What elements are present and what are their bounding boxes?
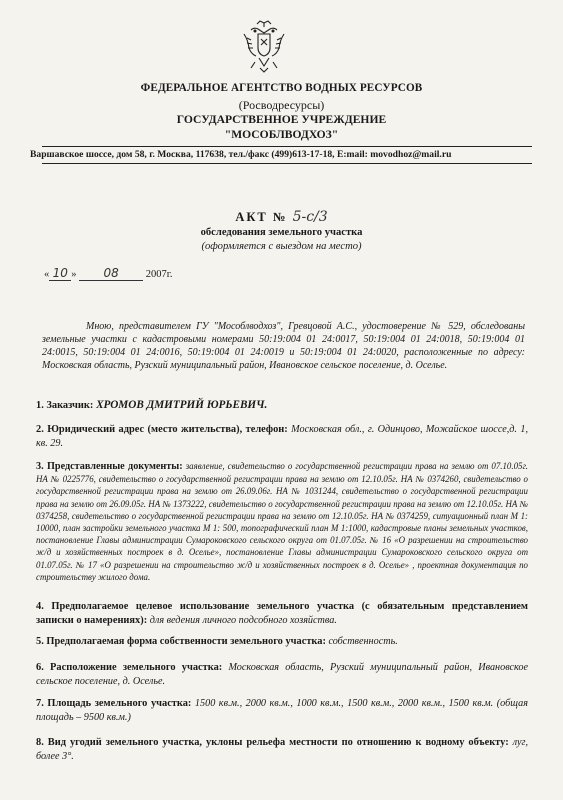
- item-location-value: Московская область, Рузский муниципальный район, Ивановское сельское поселение, д. Оселье.: [36, 662, 528, 687]
- item-ownership: [36, 636, 528, 647]
- item-area: [36, 697, 528, 725]
- item-customer-value: ХРОМОВ ДМИТРИЙ ЮРЬЕВИЧ.: [96, 399, 268, 411]
- item-land-type-label: 8. Вид угодий земельного участка, уклоны рельефа местности по отношению к водному объекту:: [36, 737, 509, 748]
- act-date: [44, 266, 173, 281]
- item-ownership-value: собственность.: [328, 636, 398, 647]
- date-day: 10: [49, 266, 71, 281]
- item-area-value: 1500 кв.м., 2000 кв.м., 1000 кв.м., 1500 кв.м., 2000 кв.м., 1500 кв.м. (общая площадь – 9500 кв.м.): [36, 698, 528, 723]
- item-documents-value: заявление, свидетельство о государственной регистрации права на землю от 07.10.05г. НА № 0225776, свидетельство о государственной регистрации права на землю от 12.10.05г. НА № 0374260, свидетельство о государственной регистрации права на землю от 26.09.06г. НА № 1031244, свидетельство о государственной регистрации права на землю от 26.09.05г. НА № 1373222, свидетельство о государственной регистрации права на землю от 12.10.05г. НА № 0374258, свидетельство о государственной регистрации права на землю от 12.10.05г. НА № 0374259, ситуационный план М 1: 10000, план застройки земельного участка М 1: 500, топографический план М 1:1000, кадастровые планы земельных участков, постановление Главы администрации Сумароковского сельского округа от 01.07.05г. № 16 «О разрешении на строительство ж/д и хозяйственных построек в д. Оселье», постановление Главы администрации Сумароковского сельского округа от 01.07.05г. № 17 «О разрешении на строительство ж/д и хозяйственных построек в д. Оселье» , проектная документация по строительству жилого дома.: [36, 461, 529, 582]
- item-customer-label: 1. Заказчик:: [36, 400, 94, 411]
- item-documents: [36, 460, 528, 583]
- header-divider-bottom: [42, 163, 532, 164]
- date-month: 08: [79, 266, 143, 281]
- intro-paragraph: Мною, представителем ГУ "Мособлводхоз", Гревцовой А.С., удостоверение № 529, обследованы земельные участки с кадастровыми номерами 50:19:004 01 24:0017, 50:19:004 01 24:0018, 50:19:004 01 24:0015, 50:19:004 01 24:0016, 50:19:004 01 24:0019 и 50:19:004 01 24:0020, расположенные по адресу: Московская область, Рузский муниципальный район, Ивановское сельское поселение, д. Оселье.: [42, 321, 525, 371]
- agency-name: ФЕДЕРАЛЬНОЕ АГЕНТСТВО ВОДНЫХ РЕСУРСОВ: [140, 82, 423, 94]
- item-documents-label: 3. Представленные документы:: [36, 461, 183, 472]
- item-ownership-label: 5. Предполагаемая форма собственности земельного участка:: [36, 636, 326, 647]
- item-location: [36, 661, 528, 689]
- item-location-label: 6. Расположение земельного участка:: [36, 662, 223, 673]
- coat-of-arms-icon: [241, 18, 287, 74]
- item-land-type-value: луг, более 3°.: [36, 737, 529, 762]
- item-address: [36, 423, 528, 451]
- act-title: [0, 209, 563, 225]
- agency-abbreviation: (Росводресурсы): [238, 98, 325, 112]
- institution-name: "МОСОБЛВОДХОЗ": [224, 128, 339, 141]
- item-land-type: [36, 736, 528, 764]
- header-divider-top: [42, 146, 532, 147]
- date-year: 2007г.: [145, 269, 173, 280]
- item-area-label: 7. Площадь земельного участка:: [36, 698, 192, 709]
- act-subtitle-note: (оформляется с выездом на место): [201, 241, 362, 252]
- item-customer: [36, 399, 528, 411]
- header-address: Варшавское шоссе, дом 58, г. Москва, 117638, тел./факс (499)613-17-18, E:mail: movodhoz@mail.ru: [30, 149, 452, 160]
- date-quote-open: «: [44, 269, 50, 280]
- item-purpose-label: 4. Предполагаемое целевое использование земельного участка (с обязательным представлением записки о намерениях):: [36, 601, 528, 626]
- act-title-prefix: АКТ №: [235, 210, 288, 224]
- item-purpose: [36, 600, 528, 628]
- item-purpose-value: для ведения личного подсобного хозяйства.: [149, 615, 337, 626]
- date-quote-close: »: [71, 269, 77, 280]
- item-address-value: Московская обл., г. Одинцово, Можайское шоссе,д. 1, кв. 29.: [36, 424, 529, 449]
- act-number-handwritten: 5-с/3: [292, 209, 328, 225]
- act-subtitle: обследования земельного участка: [200, 227, 363, 238]
- item-address-label: 2. Юридический адрес (место жительства), телефон:: [36, 424, 288, 435]
- institution-type: ГОСУДАРСТВЕННОЕ УЧРЕЖДЕНИЕ: [176, 113, 387, 126]
